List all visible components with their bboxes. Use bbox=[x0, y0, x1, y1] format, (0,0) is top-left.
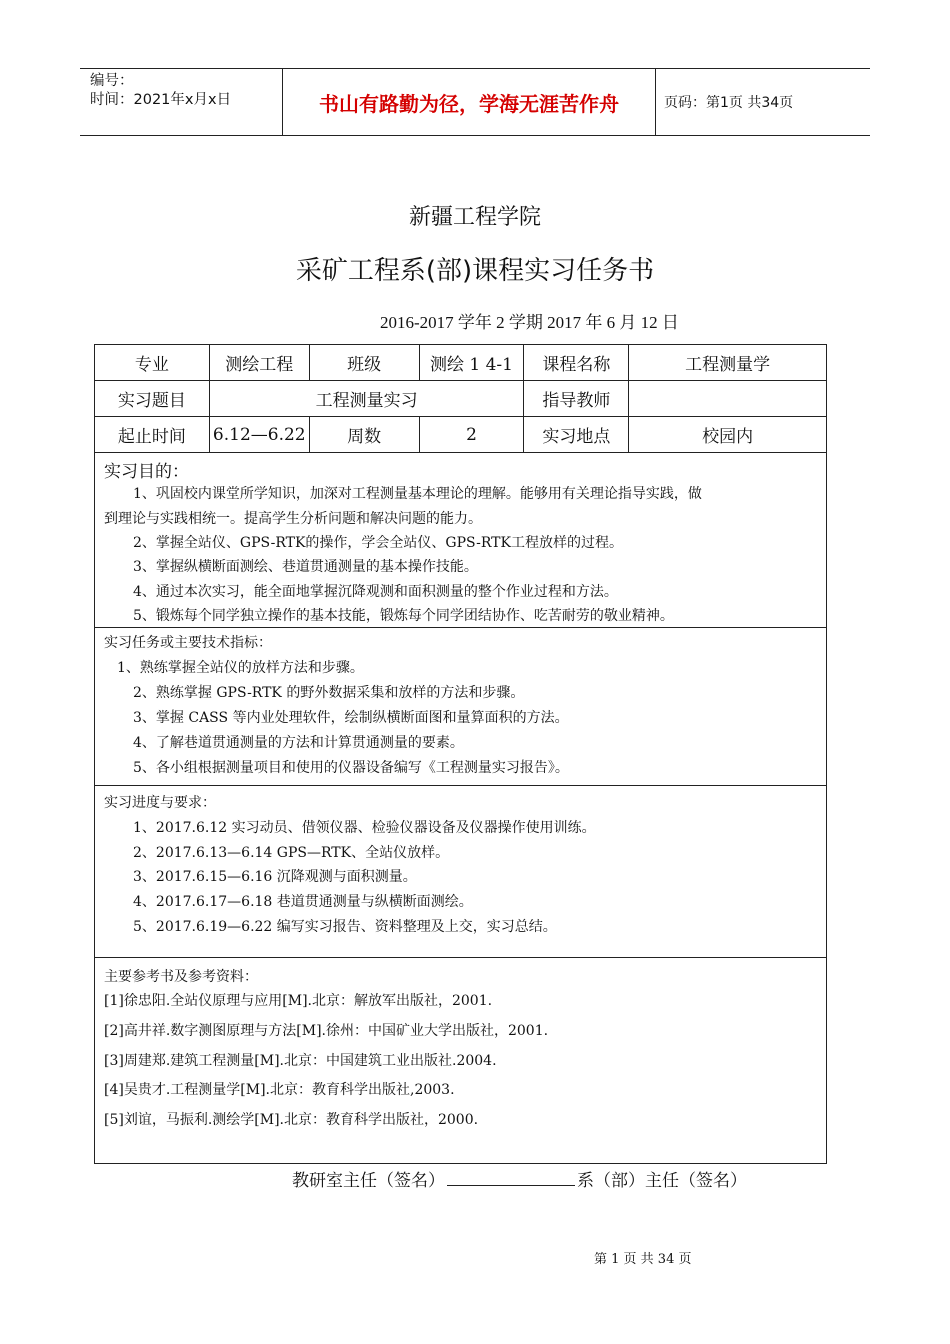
cell-teacher-label: 指导教师 bbox=[524, 381, 629, 417]
cell-class-label: 班级 bbox=[309, 345, 419, 381]
tasks-heading: 实习任务或主要技术指标： bbox=[104, 635, 272, 651]
cell-teacher-value bbox=[629, 381, 827, 417]
list-item: [3]周建郑.建筑工程测量[M].北京：中国建筑工业出版社.2004. bbox=[104, 1053, 497, 1069]
list-item: 2、掌握全站仪、GPS-RTK的操作，学会全站仪、GPS-RTK工程放样的过程。 bbox=[133, 535, 623, 551]
cell-weeks-label: 周数 bbox=[309, 417, 419, 453]
list-item: [5]刘谊，马振利.测绘学[M].北京：教育科学出版社，2000. bbox=[104, 1112, 479, 1128]
cell-course-label: 课程名称 bbox=[524, 345, 629, 381]
list-item: [2]高井祥.数字测图原理与方法[M].徐州：中国矿业大学出版社，2001. bbox=[104, 1023, 549, 1039]
list-item: 3、掌握纵横断面测绘、巷道贯通测量的基本操作技能。 bbox=[133, 559, 478, 575]
cell-topic-label: 实习题目 bbox=[95, 381, 210, 417]
cell-course-value: 工程测量学 bbox=[629, 345, 827, 381]
list-item: 2、熟练掌握 GPS-RTK 的野外数据采集和放样的方法和步骤。 bbox=[133, 685, 525, 701]
list-item: 5、各小组根据测量项目和使用的仪器设备编写《工程测量实习报告》。 bbox=[133, 760, 569, 776]
cell-class-value: 测绘 1 4-1 bbox=[419, 345, 524, 381]
cell-location-value: 校园内 bbox=[629, 417, 827, 453]
purpose-section bbox=[94, 453, 827, 628]
list-item: 到理论与实践相统一。提高学生分析问题和解决问题的能力。 bbox=[104, 511, 482, 527]
table-row bbox=[95, 381, 827, 417]
list-item: 1、2017.6.12 实习动员、借领仪器、检验仪器设备及仪器操作使用训练。 bbox=[133, 820, 596, 836]
cell-major-value: 测绘工程 bbox=[209, 345, 309, 381]
table-row bbox=[95, 345, 827, 381]
list-item: 1、熟练掌握全站仪的放样方法和步骤。 bbox=[117, 660, 364, 676]
number-label: 编号： bbox=[90, 73, 134, 89]
list-item: 3、2017.6.15—6.16 沉降观测与面积测量。 bbox=[133, 869, 417, 885]
time-label: 时间：2021年x月x日 bbox=[90, 92, 232, 108]
info-table bbox=[94, 344, 827, 453]
header-motto: 书山有路勤为径，学海无涯苦作舟 bbox=[282, 69, 656, 135]
cell-period-value: 6.12—6.22 bbox=[209, 417, 309, 453]
purpose-heading: 实习目的： bbox=[104, 462, 189, 482]
cell-period-label: 起止时间 bbox=[95, 417, 210, 453]
page-number: 第 1 页 共 34 页 bbox=[594, 1252, 692, 1267]
list-item: 4、通过本次实习，能全面地掌握沉降观测和面积测量的整个作业过程和方法。 bbox=[133, 584, 618, 600]
tasks-section bbox=[94, 628, 827, 786]
refs-heading: 主要参考书及参考资料： bbox=[104, 969, 258, 985]
school-title: 新疆工程学院 bbox=[408, 205, 541, 230]
schedule-heading: 实习进度与要求： bbox=[104, 795, 216, 811]
header-page-info: 页码：第1页 共34页 bbox=[664, 95, 794, 111]
cell-topic-value: 工程测量实习 bbox=[209, 381, 524, 417]
list-item: [4]吴贵才.工程测量学[M].北京：教育科学出版社,2003. bbox=[104, 1082, 455, 1098]
list-item: [1]徐忠阳.全站仪原理与应用[M].北京：解放军出版社，2001. bbox=[104, 993, 493, 1009]
director-sign-label: 教研室主任（签名） bbox=[292, 1171, 445, 1191]
list-item: 4、2017.6.17—6.18 巷道贯通测量与纵横断面测绘。 bbox=[133, 894, 473, 910]
list-item: 4、了解巷道贯通测量的方法和计算贯通测量的要素。 bbox=[133, 735, 464, 751]
cell-major-label: 专业 bbox=[95, 345, 210, 381]
table-row bbox=[95, 417, 827, 453]
list-item: 1、巩固校内课堂所学知识，加深对工程测量基本理论的理解。能够用有关理论指导实践，做 bbox=[133, 486, 702, 502]
signature-line bbox=[447, 1172, 575, 1186]
header-left bbox=[90, 72, 231, 110]
signature-row bbox=[292, 1166, 747, 1191]
schedule-section bbox=[94, 786, 827, 958]
list-item: 3、掌握 CASS 等内业处理软件，绘制纵横断面图和量算面积的方法。 bbox=[133, 710, 569, 726]
document-title: 采矿工程系(部)课程实习任务书 bbox=[295, 256, 655, 286]
dept-sign-label: 系（部）主任（签名） bbox=[577, 1171, 747, 1191]
list-item: 5、锻炼每个同学独立操作的基本技能，锻炼每个同学团结协作、吃苦耐劳的敬业精神。 bbox=[133, 608, 674, 624]
list-item: 2、2017.6.13—6.14 GPS—RTK、全站仪放样。 bbox=[133, 845, 450, 861]
cell-weeks-value: 2 bbox=[419, 417, 524, 453]
cell-location-label: 实习地点 bbox=[524, 417, 629, 453]
term-date: 2016-2017 学年 2 学期 2017 年 6 月 12 日 bbox=[380, 313, 679, 332]
list-item: 5、2017.6.19—6.22 编写实习报告、资料整理及上交，实习总结。 bbox=[133, 919, 557, 935]
references-section bbox=[94, 958, 827, 1164]
page-header bbox=[80, 68, 870, 136]
